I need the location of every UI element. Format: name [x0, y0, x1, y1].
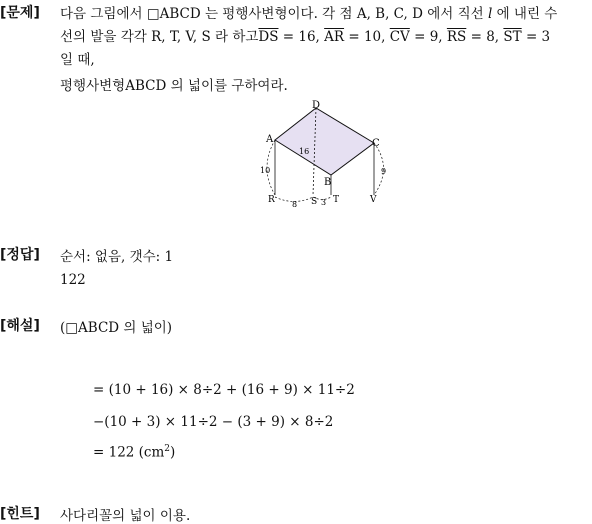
parallelogram-figure: [255, 96, 405, 208]
problem-line-2: [60, 25, 550, 45]
explanation-line-1: (□ABCD 의 넓이): [60, 320, 173, 336]
label-c: C: [372, 138, 380, 149]
label-10: 10: [260, 166, 271, 175]
value-st: = 3: [521, 29, 551, 45]
label-b: B: [324, 177, 332, 188]
segment-ar: $\overline{AR}$: [324, 29, 345, 45]
value-ar: = 10,: [344, 29, 390, 45]
parallelogram-abcd: [275, 108, 374, 175]
segment-st: $\overline{ST}$: [503, 29, 522, 45]
exponent: 2: [164, 444, 171, 454]
problem-tag: [문제]: [0, 5, 40, 21]
label-8: 8: [292, 200, 298, 208]
equation-line-1: = (10 + 16) × 8÷2 + (16 + 9) × 11÷2: [93, 382, 355, 398]
answer-line-1: 순서: 없음, 갯수: 1: [60, 249, 174, 265]
problem-text: 에서 직선: [422, 6, 484, 22]
line-symbol: l: [487, 6, 493, 22]
problem-text: 다음 그림에서 □ABCD 는 평행사변형이다. 각 점: [60, 6, 353, 22]
problem-line-4: 평행사변형ABCD 의 넓이를 구하여라.: [60, 78, 288, 94]
value-ds: = 16,: [278, 29, 325, 45]
label-a: A: [266, 134, 274, 145]
problem-text: 선의 발을 각각 R, T, V, S 라 하고: [60, 29, 259, 45]
equation-line-3: [93, 444, 175, 461]
label-t: T: [333, 195, 340, 205]
segment-cv: $\overline{CV}$: [389, 29, 410, 45]
answer-value: 122: [60, 272, 86, 288]
answer-tag: [정답]: [0, 247, 40, 263]
equation-line-2: −(10 + 3) × 11÷2 − (3 + 9) × 8÷2: [93, 414, 334, 430]
equation-close: ): [170, 444, 176, 461]
point-list: A, B, C, D: [356, 6, 423, 22]
value-rs: = 8,: [466, 29, 504, 45]
label-d: D: [312, 100, 321, 111]
problem-text: 에 내린 수: [492, 6, 558, 22]
segment-ds: $\overline{DS}$: [258, 29, 279, 45]
value-cv: = 9,: [409, 29, 447, 45]
label-v: V: [370, 195, 377, 205]
problem-line-3: 일 때,: [60, 52, 95, 68]
equation-result: = 122 (cm: [93, 444, 165, 461]
explanation-tag: [해설]: [0, 318, 40, 334]
label-s: S: [311, 197, 318, 207]
hint-tag: [힌트]: [0, 506, 40, 522]
label-16: 16: [299, 147, 310, 156]
problem-line-1: [60, 2, 557, 22]
segment-rs: $\overline{RS}$: [446, 29, 467, 45]
label-9: 9: [381, 167, 387, 176]
label-r: R: [268, 195, 275, 205]
hint-text: 사다리꼴의 넓이 이용.: [60, 508, 191, 524]
label-3: 3: [321, 198, 327, 207]
